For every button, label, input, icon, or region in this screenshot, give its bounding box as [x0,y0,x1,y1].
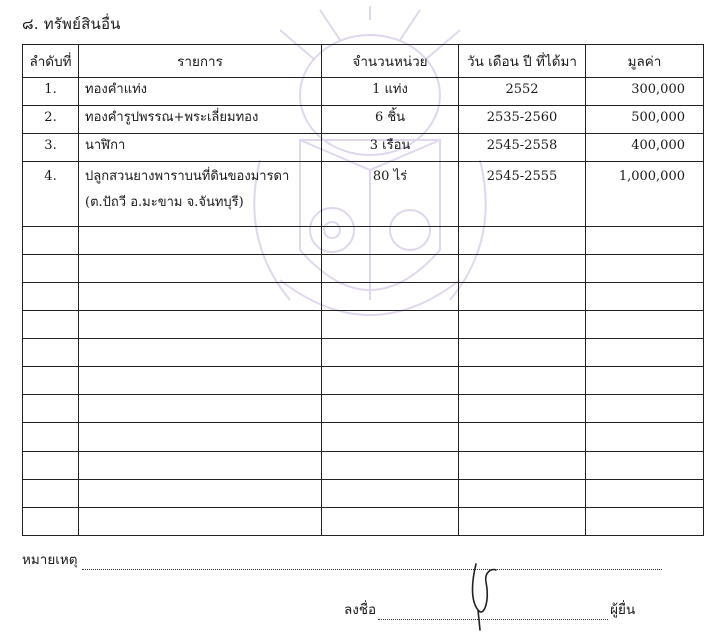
empty-cell [459,451,586,479]
row-quantity: 3 เรือน [322,134,459,162]
empty-cell [23,479,79,507]
empty-cell [23,367,79,395]
empty-cell [459,310,586,338]
empty-cell [79,339,322,367]
empty-cell [586,254,704,282]
row-value: 300,000 [586,78,704,106]
empty-cell [586,310,704,338]
empty-cell [79,507,322,535]
empty-cell [586,507,704,535]
table-row [23,106,704,134]
empty-cell [322,226,459,254]
empty-cell [586,451,704,479]
empty-rows [23,226,704,535]
row-date: 2545-2555 [459,162,586,226]
remarks-line [22,548,662,570]
empty-cell [79,367,322,395]
signature-mark [462,560,502,632]
row-date: 2545-2558 [459,134,586,162]
row-item: นาฬิกา [79,134,322,162]
signature-line [344,598,664,620]
empty-cell [586,423,704,451]
empty-cell [586,226,704,254]
empty-cell [23,310,79,338]
empty-cell [459,367,586,395]
empty-cell [322,395,459,423]
row-item [79,162,322,226]
row-quantity: 1 แท่ง [322,78,459,106]
empty-table-row [23,479,704,507]
section-title: ๘. ทรัพย์สินอื่น [22,15,121,33]
empty-cell [459,423,586,451]
row-number: 1. [23,78,79,106]
empty-table-row [23,451,704,479]
empty-table-row [23,395,704,423]
empty-table-row [23,423,704,451]
empty-cell [79,310,322,338]
header-date-acquired: วัน เดือน ปี ที่ได้มา [459,45,586,78]
empty-cell [459,479,586,507]
sign-label: ลงชื่อ [344,602,377,618]
empty-table-row [23,310,704,338]
header-item: รายการ [79,45,322,78]
empty-cell [459,282,586,310]
empty-cell [459,254,586,282]
table-header-row [23,45,704,78]
sign-dotted-line [378,605,608,620]
row-quantity: 80 ไร่ [322,162,459,226]
empty-cell [586,395,704,423]
remarks-dotted-line [82,555,662,570]
empty-cell [586,367,704,395]
empty-cell [23,282,79,310]
empty-cell [322,423,459,451]
empty-cell [459,395,586,423]
empty-cell [459,507,586,535]
empty-cell [23,254,79,282]
empty-table-row [23,226,704,254]
row-item: ทองคำแท่ง [79,78,322,106]
empty-table-row [23,507,704,535]
empty-cell [79,479,322,507]
assets-table [22,44,704,536]
row-number: 2. [23,106,79,134]
row-item: ทองคำรูปพรรณ+พระเลี่ยมทอง [79,106,322,134]
header-value: มูลค่า [586,45,704,78]
empty-cell [586,282,704,310]
remarks-label: หมายเหตุ [22,552,78,568]
empty-cell [23,395,79,423]
submitter-label: ผู้ยื่น [610,602,636,618]
row-number: 3. [23,134,79,162]
row-date: 2552 [459,78,586,106]
empty-cell [586,479,704,507]
empty-table-row [23,367,704,395]
empty-table-row [23,254,704,282]
empty-table-row [23,282,704,310]
row-value: 400,000 [586,134,704,162]
empty-cell [79,254,322,282]
empty-cell [23,339,79,367]
row-value: 1,000,000 [586,162,704,226]
row-item-line2: (ต.ปัถวี อ.มะขาม จ.จันทบุรี) [85,195,244,211]
row-quantity: 6 ชิ้น [322,106,459,134]
empty-cell [79,423,322,451]
empty-cell [322,507,459,535]
empty-cell [23,226,79,254]
row-item-line1: ปลูกสวนยางพาราบนที่ดินของมารดา [85,169,290,185]
empty-cell [79,282,322,310]
row-number: 4. [23,162,79,226]
empty-cell [322,339,459,367]
empty-cell [79,226,322,254]
empty-cell [322,254,459,282]
row-value: 500,000 [586,106,704,134]
row-date: 2535-2560 [459,106,586,134]
table-row [23,78,704,106]
header-quantity: จำนวนหน่วย [322,45,459,78]
empty-table-row [23,339,704,367]
empty-cell [23,423,79,451]
empty-cell [79,395,322,423]
empty-cell [79,451,322,479]
empty-cell [586,339,704,367]
table-row [23,162,704,226]
table-row [23,134,704,162]
empty-cell [322,282,459,310]
empty-cell [322,367,459,395]
empty-cell [23,507,79,535]
empty-cell [322,310,459,338]
empty-cell [459,339,586,367]
empty-cell [459,226,586,254]
empty-cell [322,451,459,479]
empty-cell [322,479,459,507]
empty-cell [23,451,79,479]
header-order: ลำดับที่ [23,45,79,78]
